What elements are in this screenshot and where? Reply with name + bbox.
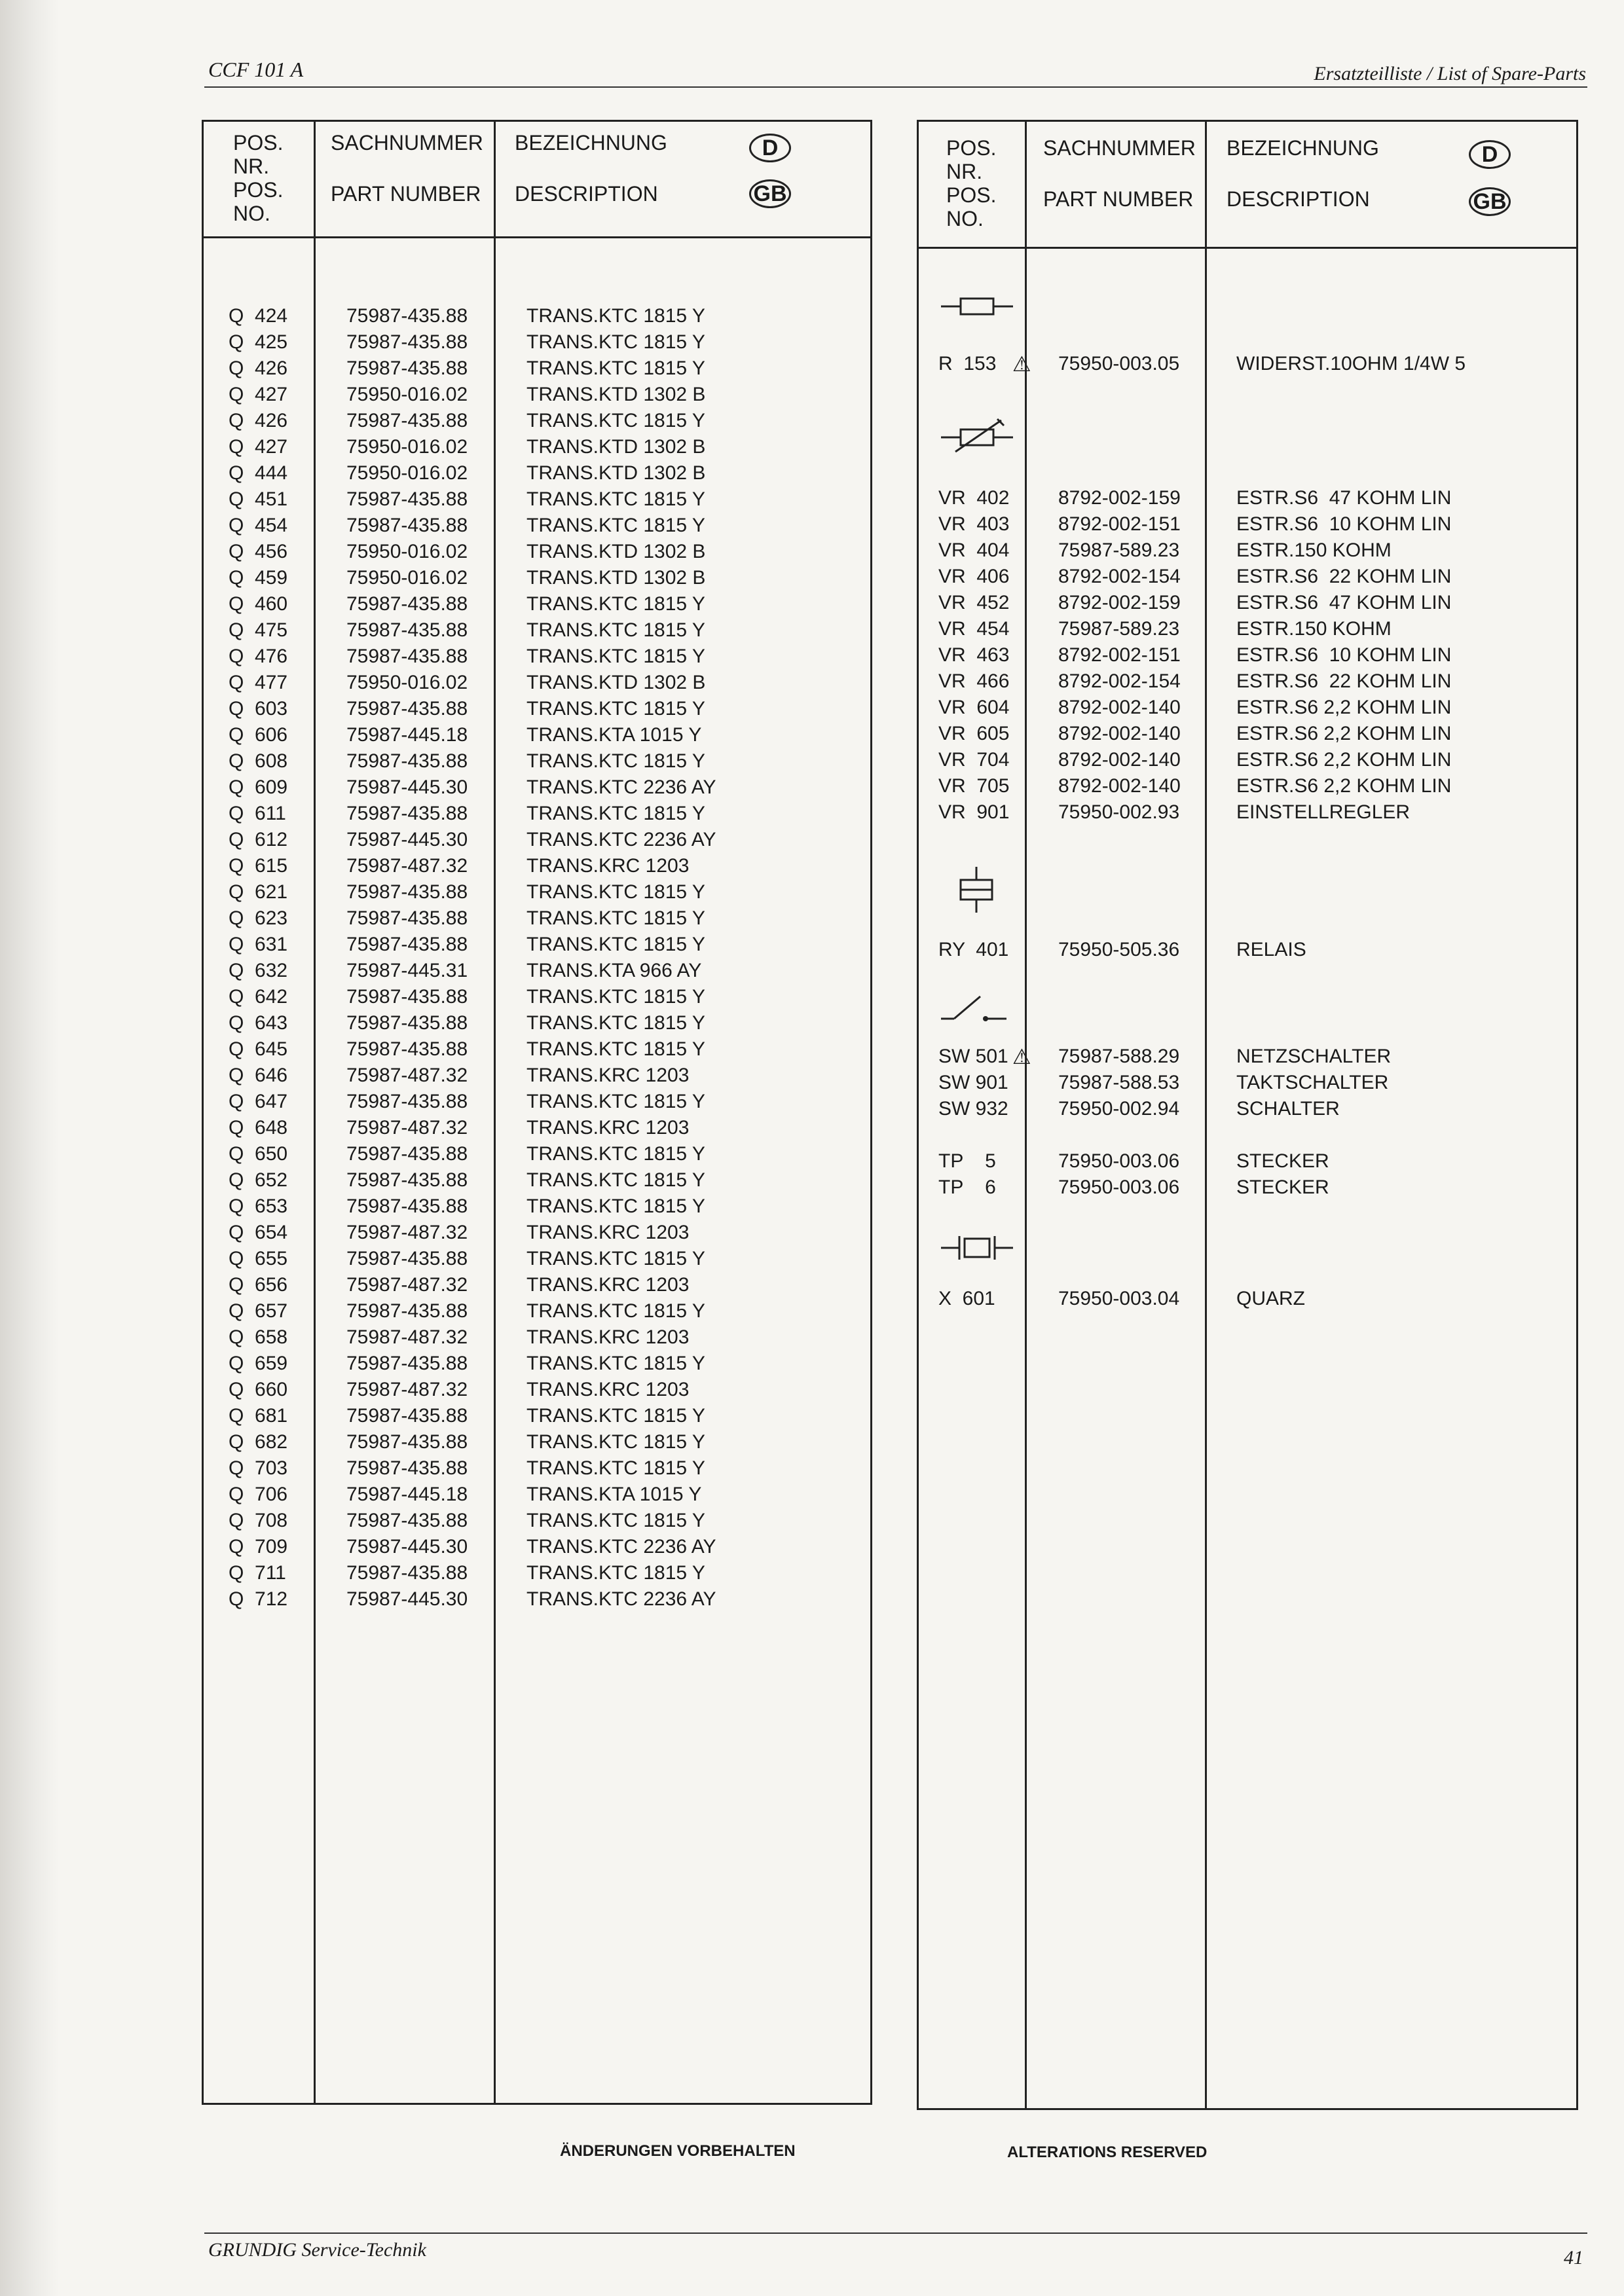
description-cell: TRANS.KTA 966 AY <box>526 960 702 981</box>
description-cell: TRANS.KTC 1815 Y <box>526 881 705 903</box>
pos-cell: Q 608 <box>229 750 288 772</box>
part-number-header: SACHNUMMER PART NUMBER <box>331 131 483 206</box>
description-cell: TRANS.KTC 1815 Y <box>526 803 705 824</box>
pos-cell: Q 648 <box>229 1117 288 1139</box>
part-number-cell: 75987-588.53 <box>1058 1072 1180 1093</box>
part-number-cell: 75987-435.88 <box>346 1195 468 1217</box>
part-number-cell: 75950-003.05 <box>1058 353 1180 374</box>
part-number-cell: 75987-435.88 <box>346 907 468 929</box>
pos-cell: VR 403 <box>938 513 1010 535</box>
pos-header: POS. NR. POS. NO. <box>946 136 997 230</box>
pos-column <box>229 303 287 1613</box>
description-cell: TRANS.KTC 1815 Y <box>526 1195 705 1217</box>
part-number-cell: 75987-435.88 <box>346 1091 468 1112</box>
pos-cell: Q 711 <box>229 1562 286 1584</box>
part-number-cell: 8792-002-140 <box>1058 697 1181 718</box>
pos-cell: TP 5 <box>938 1150 996 1172</box>
description-cell: TRANS.KTC 1815 Y <box>526 1300 705 1322</box>
pos-cell: Q 655 <box>229 1248 288 1269</box>
description-cell: TRANS.KTC 1815 Y <box>526 410 705 431</box>
part-number-cell: 75987-435.88 <box>346 357 468 379</box>
description-cell: ESTR.S6 10 KOHM LIN <box>1236 513 1452 535</box>
description-cell: EINSTELLREGLER <box>1236 801 1411 823</box>
description-cell: TRANS.KTC 1815 Y <box>526 488 705 510</box>
column-divider <box>494 122 496 2103</box>
header-divider <box>204 236 870 238</box>
part-number-cell: 75987-435.88 <box>346 803 468 824</box>
pos-cell: Q 451 <box>229 488 288 510</box>
description-cell: TRANS.KRC 1203 <box>526 1065 690 1086</box>
pos-cell: VR 605 <box>938 723 1010 744</box>
part-number-cell: 75987-435.88 <box>346 1562 468 1584</box>
description-cell: TRANS.KTC 1815 Y <box>526 1091 705 1112</box>
part-number-cell: 75987-487.32 <box>346 1117 468 1139</box>
description-cell: TRANS.KTD 1302 B <box>526 436 706 458</box>
part-number-column <box>346 303 468 1613</box>
part-number-cell: 75987-487.32 <box>346 1274 468 1296</box>
pos-cell: Q 475 <box>229 619 288 641</box>
description-cell: TRANS.KTC 2236 AY <box>526 1588 716 1610</box>
pos-cell: Q 647 <box>229 1091 288 1112</box>
part-number-cell: 75987-435.88 <box>346 410 468 431</box>
part-number-cell: 75987-487.32 <box>346 1326 468 1348</box>
description-cell: TRANS.KTC 1815 Y <box>526 907 705 929</box>
description-cell: ESTR.S6 22 KOHM LIN <box>1236 566 1452 587</box>
pos-cell: Q 456 <box>229 541 288 562</box>
spare-parts-table-right <box>917 120 1578 2110</box>
part-number-cell: 75950-003.06 <box>1058 1150 1180 1172</box>
pos-cell: Q 654 <box>229 1222 288 1243</box>
pos-cell: Q 427 <box>229 436 288 458</box>
description-cell: TRANS.KTC 1815 Y <box>526 1562 705 1584</box>
pos-cell: Q 615 <box>229 855 288 877</box>
pos-cell: Q 656 <box>229 1274 288 1296</box>
pos-cell: VR 406 <box>938 566 1010 587</box>
description-cell: TRANS.KTD 1302 B <box>526 567 706 589</box>
part-number-cell: 75987-435.88 <box>346 1300 468 1322</box>
description-cell: ESTR.S6 2,2 KOHM LIN <box>1236 749 1452 771</box>
pos-cell: Q 460 <box>229 593 288 615</box>
description-cell: NETZSCHALTER <box>1236 1046 1392 1067</box>
pos-cell: Q 712 <box>229 1588 288 1610</box>
part-number-cell: 75987-487.32 <box>346 1379 468 1400</box>
description-cell: TRANS.KRC 1203 <box>526 855 690 877</box>
pos-cell: Q 646 <box>229 1065 288 1086</box>
description-cell: TRANS.KTC 1815 Y <box>526 619 705 641</box>
pos-cell: Q 658 <box>229 1326 288 1348</box>
part-number-cell: 75950-016.02 <box>346 541 468 562</box>
part-number-cell: 75987-445.31 <box>346 960 468 981</box>
pos-cell: Q 476 <box>229 646 288 667</box>
footer-rule <box>204 2232 1587 2234</box>
part-number-cell: 75987-435.88 <box>346 619 468 641</box>
pos-cell: Q 708 <box>229 1510 288 1531</box>
pos-cell: VR 466 <box>938 670 1010 692</box>
description-cell: TRANS.KTD 1302 B <box>526 462 706 484</box>
description-cell: RELAIS <box>1236 939 1306 960</box>
part-number-cell: 75987-435.88 <box>346 1353 468 1374</box>
description-column <box>526 303 716 1613</box>
pos-cell: TP 6 <box>938 1176 996 1198</box>
pos-cell: Q 632 <box>229 960 288 981</box>
description-cell: TRANS.KRC 1203 <box>526 1222 690 1243</box>
description-cell: TAKTSCHALTER <box>1236 1072 1389 1093</box>
page-number: 41 <box>1564 2247 1583 2269</box>
description-cell: ESTR.S6 47 KOHM LIN <box>1236 592 1452 613</box>
part-number-cell: 75987-445.18 <box>346 1484 468 1505</box>
resistor-icon <box>941 293 1013 323</box>
description-cell: TRANS.KRC 1203 <box>526 1117 690 1139</box>
part-number-cell: 75987-487.32 <box>346 1065 468 1086</box>
part-number-cell: 75987-589.23 <box>1058 618 1180 640</box>
pos-cell: Q 706 <box>229 1484 288 1505</box>
part-number-cell: 75950-002.94 <box>1058 1098 1180 1120</box>
part-number-cell: 75987-435.88 <box>346 1457 468 1479</box>
pos-cell: Q 643 <box>229 1012 288 1034</box>
pos-cell: Q 681 <box>229 1405 288 1427</box>
description-cell: TRANS.KTC 1815 Y <box>526 646 705 667</box>
part-number-cell: 75950-003.04 <box>1058 1288 1180 1309</box>
pos-cell: Q 621 <box>229 881 288 903</box>
description-cell: TRANS.KTC 1815 Y <box>526 1012 705 1034</box>
part-number-cell: 75987-445.30 <box>346 776 468 798</box>
part-number-cell: 75987-435.88 <box>346 750 468 772</box>
pos-cell: Q 645 <box>229 1038 288 1060</box>
quartz-crystal-icon <box>941 1228 1013 1271</box>
description-cell: TRANS.KTC 1815 Y <box>526 357 705 379</box>
pos-cell: Q 459 <box>229 567 288 589</box>
description-cell: ESTR.S6 22 KOHM LIN <box>1236 670 1452 692</box>
pos-cell: Q 642 <box>229 986 288 1008</box>
part-number-cell: 75950-016.02 <box>346 436 468 458</box>
part-number-cell: 8792-002-154 <box>1058 566 1181 587</box>
description-cell: TRANS.KTC 1815 Y <box>526 750 705 772</box>
description-cell: ESTR.S6 10 KOHM LIN <box>1236 644 1452 666</box>
pos-cell: Q 427 <box>229 384 288 405</box>
description-cell: TRANS.KRC 1203 <box>526 1326 690 1348</box>
part-number-cell: 8792-002-151 <box>1058 644 1181 666</box>
column-divider <box>1205 122 1207 2108</box>
description-cell: TRANS.KTC 1815 Y <box>526 515 705 536</box>
description-cell: TRANS.KRC 1203 <box>526 1379 690 1400</box>
part-number-cell: 75987-435.88 <box>346 305 468 327</box>
pos-cell: Q 612 <box>229 829 288 850</box>
description-cell: TRANS.KTC 1815 Y <box>526 1353 705 1374</box>
part-number-cell: 75987-487.32 <box>346 1222 468 1243</box>
pos-cell: VR 705 <box>938 775 1010 797</box>
part-number-cell: 8792-002-159 <box>1058 487 1181 509</box>
pos-cell: Q 659 <box>229 1353 288 1374</box>
pos-cell: VR 901 <box>938 801 1010 823</box>
pos-header: POS. NR. POS. NO. <box>233 131 284 225</box>
pos-cell: Q 703 <box>229 1457 288 1479</box>
description-cell: TRANS.KTC 1815 Y <box>526 593 705 615</box>
part-number-cell: 75950-016.02 <box>346 462 468 484</box>
description-cell: TRANS.KTD 1302 B <box>526 384 706 405</box>
part-number-cell: 8792-002-140 <box>1058 775 1181 797</box>
part-number-cell: 75950-505.36 <box>1058 939 1180 960</box>
part-number-cell: 8792-002-151 <box>1058 513 1181 535</box>
pos-cell: VR 463 <box>938 644 1010 666</box>
relay-icon <box>951 867 1004 916</box>
part-number-cell: 75987-435.88 <box>346 698 468 720</box>
description-cell: ESTR.S6 2,2 KOHM LIN <box>1236 697 1452 718</box>
description-cell: TRANS.KTC 1815 Y <box>526 934 705 955</box>
part-number-cell: 75987-435.88 <box>346 881 468 903</box>
description-cell: STECKER <box>1236 1150 1329 1172</box>
pos-cell: Q 424 <box>229 305 288 327</box>
description-cell: ESTR.150 KOHM <box>1236 618 1392 640</box>
part-number-cell: 75950-003.06 <box>1058 1176 1180 1198</box>
pos-cell: Q 682 <box>229 1431 288 1453</box>
description-cell: TRANS.KTC 1815 Y <box>526 1431 705 1453</box>
description-cell: TRANS.KTC 1815 Y <box>526 1457 705 1479</box>
pos-cell: Q 425 <box>229 331 288 353</box>
description-header: BEZEICHNUNG DESCRIPTION <box>515 131 667 206</box>
description-cell: TRANS.KTC 1815 Y <box>526 1405 705 1427</box>
safety-warning-icon: ⚠ <box>1012 1045 1031 1068</box>
header-rule <box>204 86 1587 88</box>
pos-cell: Q 606 <box>229 724 288 746</box>
column-divider <box>1025 122 1027 2108</box>
part-number-cell: 75950-002.93 <box>1058 801 1180 823</box>
part-number-cell: 75987-435.88 <box>346 488 468 510</box>
pos-cell: Q 653 <box>229 1195 288 1217</box>
description-cell: TRANS.KTC 2236 AY <box>526 776 716 798</box>
description-cell: ESTR.S6 2,2 KOHM LIN <box>1236 775 1452 797</box>
description-cell: TRANS.KTC 1815 Y <box>526 1038 705 1060</box>
pos-cell: RY 401 <box>938 939 1009 960</box>
part-number-cell: 75987-445.30 <box>346 1588 468 1610</box>
description-cell: ESTR.150 KOHM <box>1236 539 1392 561</box>
description-cell: TRANS.KTC 1815 Y <box>526 1169 705 1191</box>
pos-cell: Q 611 <box>229 803 286 824</box>
part-number-cell: 75987-445.30 <box>346 1536 468 1558</box>
description-cell: TRANS.KTC 2236 AY <box>526 829 716 850</box>
publisher: GRUNDIG Service-Technik <box>208 2239 426 2261</box>
part-number-cell: 75987-435.88 <box>346 1169 468 1191</box>
pos-cell: Q 444 <box>229 462 288 484</box>
description-cell: TRANS.KTC 1815 Y <box>526 1510 705 1531</box>
part-number-cell: 8792-002-154 <box>1058 670 1181 692</box>
description-cell: SCHALTER <box>1236 1098 1340 1120</box>
description-cell: TRANS.KTC 1815 Y <box>526 331 705 353</box>
pos-cell: Q 603 <box>229 698 288 720</box>
part-number-cell: 75987-589.23 <box>1058 539 1180 561</box>
part-number-cell: 8792-002-140 <box>1058 723 1181 744</box>
description-cell: TRANS.KTD 1302 B <box>526 672 706 693</box>
pos-cell: Q 652 <box>229 1169 288 1191</box>
pos-cell: VR 704 <box>938 749 1010 771</box>
pos-cell: X 601 <box>938 1288 995 1309</box>
description-cell: TRANS.KTA 1015 Y <box>526 724 702 746</box>
part-number-cell: 75987-435.88 <box>346 646 468 667</box>
part-number-cell: 75950-016.02 <box>346 567 468 589</box>
description-cell: WIDERST.10OHM 1/4W 5 <box>1236 353 1466 374</box>
part-number-cell: 75987-435.88 <box>346 1012 468 1034</box>
pos-cell: Q 426 <box>229 357 288 379</box>
part-number-header: SACHNUMMER PART NUMBER <box>1043 136 1196 211</box>
pos-cell: Q 454 <box>229 515 288 536</box>
variable-resistor-icon <box>941 416 1013 459</box>
alterations-note-en: ALTERATIONS RESERVED <box>1007 2143 1208 2161</box>
part-number-cell: 75987-445.30 <box>346 829 468 850</box>
part-number-cell: 75987-588.29 <box>1058 1046 1180 1067</box>
description-cell: TRANS.KTC 1815 Y <box>526 305 705 327</box>
description-cell: TRANS.KTC 1815 Y <box>526 986 705 1008</box>
description-cell: ESTR.S6 2,2 KOHM LIN <box>1236 723 1452 744</box>
description-cell: STECKER <box>1236 1176 1329 1198</box>
part-number-cell: 75987-435.88 <box>346 515 468 536</box>
pos-cell: R 153 <box>938 353 997 374</box>
pos-cell: Q 657 <box>229 1300 288 1322</box>
pos-cell: SW 932 <box>938 1098 1008 1120</box>
description-cell: ESTR.S6 47 KOHM LIN <box>1236 487 1452 509</box>
switch-icon <box>941 993 1013 1029</box>
description-cell: TRANS.KTC 2236 AY <box>526 1536 716 1558</box>
description-cell: TRANS.KRC 1203 <box>526 1274 690 1296</box>
pos-cell: VR 454 <box>938 618 1010 640</box>
pos-cell: Q 650 <box>229 1143 288 1165</box>
pos-cell: Q 660 <box>229 1379 288 1400</box>
part-number-cell: 75987-487.32 <box>346 855 468 877</box>
pos-cell: Q 477 <box>229 672 288 693</box>
part-number-cell: 75987-435.88 <box>346 331 468 353</box>
pos-cell: Q 623 <box>229 907 288 929</box>
part-number-cell: 75987-435.88 <box>346 1248 468 1269</box>
page-binding-shadow <box>0 0 59 2296</box>
part-number-cell: 75987-435.88 <box>346 1143 468 1165</box>
description-cell: TRANS.KTC 1815 Y <box>526 1248 705 1269</box>
language-badge-de: D <box>749 134 791 162</box>
part-number-cell: 75987-435.88 <box>346 1431 468 1453</box>
pos-cell: VR 404 <box>938 539 1010 561</box>
pos-cell: SW 501 <box>938 1046 1008 1067</box>
language-badge-gb: GB <box>1469 187 1511 216</box>
spare-parts-table-left <box>202 120 872 2105</box>
pos-cell: VR 452 <box>938 592 1010 613</box>
description-cell: TRANS.KTA 1015 Y <box>526 1484 702 1505</box>
language-badge-de: D <box>1469 140 1511 169</box>
pos-cell: Q 609 <box>229 776 288 798</box>
safety-warning-icon: ⚠ <box>1012 352 1031 376</box>
part-number-cell: 75987-435.88 <box>346 934 468 955</box>
document-id: CCF 101 A <box>208 58 304 81</box>
language-badge-gb: GB <box>749 179 791 208</box>
pos-cell: Q 709 <box>229 1536 288 1558</box>
part-number-cell: 75950-016.02 <box>346 384 468 405</box>
description-cell: TRANS.KTD 1302 B <box>526 541 706 562</box>
pos-cell: Q 631 <box>229 934 288 955</box>
description-cell: TRANS.KTC 1815 Y <box>526 698 705 720</box>
header-divider <box>919 247 1576 249</box>
description-cell: TRANS.KTC 1815 Y <box>526 1143 705 1165</box>
part-number-cell: 8792-002-140 <box>1058 749 1181 771</box>
description-cell: QUARZ <box>1236 1288 1305 1309</box>
part-number-cell: 8792-002-159 <box>1058 592 1181 613</box>
column-divider <box>314 122 316 2103</box>
pos-cell: VR 604 <box>938 697 1010 718</box>
pos-cell: Q 426 <box>229 410 288 431</box>
part-number-cell: 75987-445.18 <box>346 724 468 746</box>
pos-cell: VR 402 <box>938 487 1010 509</box>
part-number-cell: 75987-435.88 <box>346 986 468 1008</box>
part-number-cell: 75950-016.02 <box>346 672 468 693</box>
part-number-cell: 75987-435.88 <box>346 1038 468 1060</box>
alterations-note-de: ÄNDERUNGEN VORBEHALTEN <box>560 2142 796 2160</box>
part-number-cell: 75987-435.88 <box>346 1405 468 1427</box>
pos-cell: SW 901 <box>938 1072 1008 1093</box>
part-number-cell: 75987-435.88 <box>346 593 468 615</box>
page-header-title: Ersatzteilliste / List of Spare-Parts <box>1314 63 1586 84</box>
description-header: BEZEICHNUNG DESCRIPTION <box>1227 136 1379 211</box>
part-number-cell: 75987-435.88 <box>346 1510 468 1531</box>
